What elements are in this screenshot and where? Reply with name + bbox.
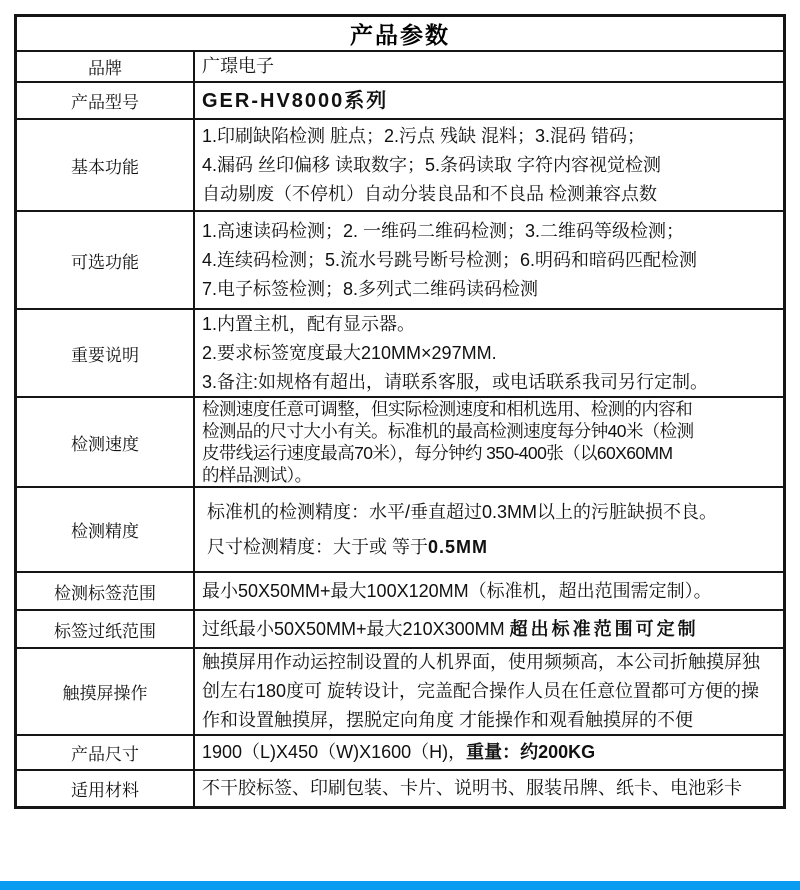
spec-value-line: 2.要求标签宽度最大210MM×297MM. (202, 342, 497, 363)
spec-value-line: 检测速度任意可调整，但实际检测速度和相机选用、检测的内容和 (202, 399, 693, 419)
spec-row (17, 120, 783, 212)
spec-row (17, 573, 783, 611)
spec-row (17, 310, 783, 398)
spec-value-line: 检测品的尺寸大小有关。标准机的最高检测速度每分钟40米（检测 (202, 421, 694, 441)
product-spec-table (14, 14, 786, 809)
spec-value-line: 3.备注:如规格有超出，请联系客服，或电话联系我司另行定制。 (202, 371, 709, 392)
spec-row (17, 52, 783, 83)
spec-row (17, 488, 783, 573)
spec-label: 触摸屏操作 (17, 649, 195, 734)
spec-value (195, 310, 783, 396)
spec-row (17, 736, 783, 771)
spec-value-line: 1.印刷缺陷检测 脏点；2.污点 残缺 混料；3.混码 错码； (202, 125, 646, 146)
spec-row (17, 611, 783, 649)
spec-value-line: 7.电子标签检测；8.多列式二维码读码检测 (202, 278, 539, 299)
spec-value-line: 尺寸检测精度：大于或 等于0.5MM (207, 536, 489, 557)
spec-label: 检测标签范围 (17, 573, 195, 609)
spec-value (195, 488, 783, 571)
spec-value (195, 52, 783, 81)
spec-value-line: 触摸屏用作动运控制设置的人机界面，使用频频高，本公司折触摸屏独 (202, 652, 760, 672)
spec-value-line: 广璟电子 (202, 56, 274, 76)
spec-value (195, 736, 783, 769)
spec-value-line: 皮带线运行速度最高70米），每分钟约 350-400张（以60X60MM (202, 443, 673, 463)
spec-label: 适用材料 (17, 771, 195, 806)
spec-value-line: 4.漏码 丝印偏移 读取数字；5.条码读取 字符内容视觉检测 (202, 154, 662, 175)
spec-value (195, 83, 783, 118)
spec-value-line: 最小50X50MM+最大100X120MM（标准机，超出范围需定制）。 (202, 580, 712, 601)
spec-row (17, 83, 783, 120)
spec-label: 产品型号 (17, 83, 195, 118)
spec-value-line: GER-HV8000系列 (202, 89, 389, 112)
spec-label: 基本功能 (17, 120, 195, 210)
spec-row (17, 649, 783, 736)
spec-label: 可选功能 (17, 212, 195, 308)
spec-label: 重要说明 (17, 310, 195, 396)
spec-row (17, 771, 783, 806)
bottom-accent-bar (0, 881, 800, 890)
spec-value-line: 1900（L)X450（W)X1600（H)，重量：约200KG (202, 742, 596, 762)
spec-label: 产品尺寸 (17, 736, 195, 769)
spec-value-line: 创左右180度可 旋转设计，完盖配合操作人员在任意位置都可方便的操 (202, 681, 760, 701)
spec-value-line: 标准机的检测精度：水平/垂直超过0.3MM以上的污脏缺损不良。 (207, 501, 718, 522)
spec-row (17, 398, 783, 488)
spec-label: 品牌 (17, 52, 195, 81)
spec-value-line: 的样品测试）。 (202, 465, 312, 485)
spec-value-line: 自动剔废（不停机）自动分装良品和不良品 检测兼容点数 (202, 183, 657, 204)
spec-value (195, 573, 783, 609)
spec-row (17, 212, 783, 310)
spec-value (195, 771, 783, 806)
spec-value (195, 649, 783, 734)
spec-value (195, 212, 783, 308)
spec-rows (17, 52, 783, 806)
spec-value (195, 611, 783, 647)
spec-value-line: 过纸最小50X50MM+最大210X300MM 超出标准范围可定制 (202, 618, 699, 639)
spec-value-line: 4.连续码检测；5.流水号跳号断号检测；6.明码和暗码匹配检测 (202, 249, 698, 270)
spec-value-line: 作和设置触摸屏，摆脱定向角度 才能操作和观看触摸屏的不便 (202, 710, 693, 730)
spec-value-line: 1.内置主机，配有显示器。 (202, 313, 416, 334)
spec-value (195, 398, 783, 486)
spec-value (195, 120, 783, 210)
spec-label: 检测精度 (17, 488, 195, 571)
spec-label: 检测速度 (17, 398, 195, 486)
table-title: 产品参数 (17, 17, 783, 52)
spec-label: 标签过纸范围 (17, 611, 195, 647)
spec-value-line: 不干胶标签、印刷包装、卡片、说明书、服装吊牌、纸卡、电池彩卡 (202, 778, 742, 798)
spec-value-line: 1.高速读码检测；2. 一维码二维码检测；3.二维码等级检测； (202, 220, 685, 241)
